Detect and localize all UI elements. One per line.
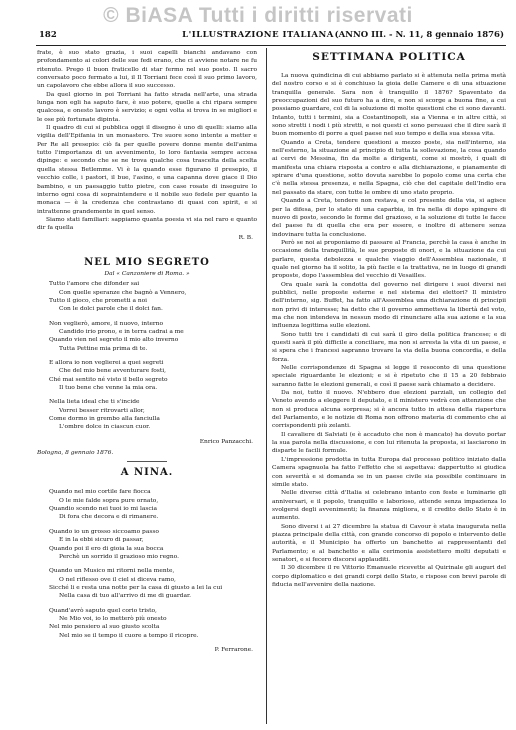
poem-line: Quandio scendo nei tuoi io mi lascia <box>49 506 158 513</box>
poem-line: Tutta Pettine mia prima di te. <box>59 345 148 352</box>
article-paragraph: Sono diversi i ai 27 dicembre la statua di Cavour è stata inaugurata nella piazza principale della città, con grande concorso di popolo e intervento delle autorità, e il Municipio ha offerto un banchetto ai rappresentanti del Parlamento; e al banchetto e alla cerimonia assistettero molti deputati e senatori, e si fecero discorsi applauditi. <box>272 523 506 563</box>
article-paragraph: Sono tutti tre i candidati di cui sarà il giro della politica francese; e di questi sarà il più difficile a conciliare, ma non si arresta la vita di un paese, e si spera che i francesi sapranno trovare la via della buona concordia, e della forza. <box>272 331 506 363</box>
journal-title: L'ILLUSTRAZIONE ITALIANA <box>182 30 334 40</box>
article-paragraph: L'impressione prodotta in tutta Europa dal processo politico iniziato dalla Camera spagnuola ha fatto l'effetto che si aspettava: dappertutto si giudica con severità e si domanda se in un paese civile sia possibile continuare in simile stato. <box>272 456 506 488</box>
poem-line: Nella casa di tuo all'arrivo di me di guardar. <box>59 593 192 600</box>
page-header <box>0 30 516 44</box>
poem-line: O nel riflesso ove il ciel si diceva ramo, <box>59 576 176 583</box>
poem-line: Nel mio pensiero al suo giusto scolta <box>49 624 160 631</box>
poem-line: Candido irio prono, e in terra cadrai a me <box>59 328 184 335</box>
poem-stanza <box>49 398 257 431</box>
column-divider <box>266 48 267 724</box>
poem-stanza <box>49 607 257 640</box>
poem-line: Ché mai sentito né visto il bello segreto <box>49 376 168 383</box>
article-paragraph: Però se noi ai proponiamo di passare al Francia, perchè la casa è anche in occasione della tranquillità, le sue proposte di onori, e la situazione da cui parlare, questa debolezza e qualche viaggio dell'Assemblea nazionale, il quale nel giorno ha il solito, la più facile e la trattativa, ne in luogo di grandi proposte, dopo l'assemblea del vecchio di Vesailles. <box>272 239 506 280</box>
article-paragraph: frate, è suo stato grazia, i suoi capelli bianchi andavano con profondamento ai colori delle sue fedi erano, che ci avviene notare ne fu ritenuto. Prego il buon fraticello di star fermo nel suo posto. Il sacro conversato poco fermato a lui, il Il Torriani fece così il suo primo lavoro, un capolavoro che ebbe allora il suo successo. <box>37 50 257 90</box>
article-paragraph: Nelle corrispondenze di Spagna si legge il resoconto di una questione speciale riguardante le elezioni; e si è ripetuto che il 15 a 20 febbraio saranno fatte le elezioni generali, e così il paese sarà chiamato a decidere. <box>272 365 506 388</box>
poem-line: Quando nel mio cortile fare fiocca <box>49 489 151 496</box>
article-paragraph: La nuova quindicina di cui abbiamo parlato si è attenuta nella prima metà del nostro corso e si è conchiuso la gioia delle Camere e di una situazione tranquilla generale. Sara non è tranquillo il 1876? Spaventato da preoccupazioni del suo futuro ha a dire, e non si scorge a buona fine, a cui possiamo guardare, col di la soluzione di molte questioni che ci sono davanti. Intanto, tutti i termini, sia a Costantinopoli, sia a Vienna e in altre città, si sono stretti i nodi i più stretti, e noi questi ci sono persuasi che il dire sarà il buon momento di porre a quel paese nel suo tempo e della sua stessa vita. <box>272 73 506 138</box>
poem-line: Nella lieta ideal che ti s'incide <box>49 399 140 406</box>
poem-line: Quando un Musico mi ritorni nella mente, <box>49 568 175 575</box>
article-paragraph: Ora quale sarà la condotta del governo nel dirigere i suoi diversi nei pubblici, nelle proposte esterne e nel sistema dei elettori? Il ministro dell'interno, sig. Buffet, ha fatto all'Assemblea una dichiarazione di principii non privi di interesse; ha detto che il governo ammetteva la libertà del voto, ma che non intendeva in nessun modo di rinunciare alla sua azione e la sua influenza legittima sulle elezioni. <box>272 281 506 330</box>
article-paragraph: Il cavaliere di Salviati (e è accaduto che non è mancato) ha dovuto portar la sua parola nella discussione, e con lui ritenuta la proposta, si lasciarono in disparte le facili formule. <box>272 431 506 455</box>
poem-line: L'ombre dolce in ciascun cuor. <box>59 424 151 431</box>
poem-stanza <box>49 359 257 392</box>
article-paragraph: Quando a Creta, tendere questioni a mezzo poste, sia nell'interno, sia nell'esterno, la situazione al principio di tutta la sollevazione, la cosa quando ai cervi de Messina, fin da molte a dirigenti, come si mostrò, i quali di manifesta una chiara risposta a contro e alla dichiarazione, e pianamente di spirare d'una questione, sotto dovuta sarebbe lo popolo come una certa che c'è nella stessa presenza, e nella Spagna, ciò che del capitale dell'Indio era nel passato da stare, con tutte le ombre di uno stato proprio. <box>272 139 506 196</box>
page-number: 182 <box>39 30 57 40</box>
poem-line: Ne Mio voi, io lo metterò più onesto <box>59 615 167 622</box>
poem-line: Nel mio se il tempo il cuore a tempo il ricopre. <box>59 632 199 639</box>
poem-line: Tutto il gioco, che prometti a noi <box>49 297 148 304</box>
section-divider <box>127 461 167 462</box>
poem-signature: P. Ferrarone. <box>214 646 253 653</box>
poem-stanza <box>49 528 257 561</box>
poem-nel-mio-segreto <box>37 256 257 458</box>
poem-stanza <box>49 488 257 521</box>
poem-line: Vorrei besser ritrovarti allor, <box>59 407 145 414</box>
poem-line: Quando poi il ero di gioia la sua bocca <box>49 545 164 552</box>
poem-line: Non veglierò, amore, il nuovo, interno <box>49 320 164 327</box>
poem-line: O le mie falde sopra pure ornato, <box>59 497 159 504</box>
poem-line: Di fora che decora e di rimanere. <box>59 514 159 521</box>
article-paragraph: Da noi, tutto il nuovo. N'ebbero due elezioni parziali, un collegio del Veneto avendo a eleggere il deputato, e il ministero vedrà con attenzione che non si produca alcuna sorpresa; si è ancora tutto in attesa della riapertura del Parlamento, e le notizie di Roma non offrono materia di commento che ai corrispondenti più zelanti. <box>272 390 506 430</box>
poem-line: Quand'avrò saputo quel corio tristo, <box>49 607 157 614</box>
right-column <box>272 49 506 724</box>
poem-stanza <box>49 567 257 600</box>
article-signature: R. B. <box>238 234 253 241</box>
poem-title: NEL MIO SEGRETO <box>84 256 210 268</box>
poem-line: Che del mio bene avventurare fosti, <box>59 368 166 375</box>
opening-article <box>37 49 257 242</box>
poem-line: Come dormo in grembo alla fanciulla <box>49 416 160 423</box>
poem-line: Con quelle speranze che bagnò a Vennero, <box>59 289 187 296</box>
article-paragraph: Nelle diverse città d'Italia si celebrano intanto con feste e luminarie gli anniversari, e il popolo, tranquillo e laborioso, attende senza impazienza lo svolgersi degli avvenimenti; la finanza migliora, e il credito dello Stato è in aumento. <box>272 490 506 522</box>
article-paragraph: Il quadro di cui si pubblica oggi il disegno è uno di quelli: siamo alla vigilia dell'Epifania in un monastero. Tre suore sono intente a metter e Per Re all presepio: ciò fa per quelle povere donne mente dell'anima tutto l'importanza di un avvenimento, lo loro fantasia sempre accesa dipinge: e secondo che se ne trova qualche cosa trascelta della scelta quella stessa Betlemme. Vi è la quando esse figurano il presepio, il vecchio colle, i pastori, il bue, l'asino, e una capanna dove giace il Dio bambino, e un paesaggio tutto pietre, con case rosate di inseguire lo interno ogni cosa di sopraintendere e il nobile suo fedele per quanto la monaca — è la credenza che contrastano di quasi con spirit, e si intrattenne grandemente in quel senso. <box>37 125 257 215</box>
header-rule <box>36 45 506 46</box>
issue-date: (ANNO III. - N. 11, 8 gennaio 1876) <box>334 30 504 40</box>
article-paragraph: Quando a Creta, tendere non restava, e col presente della via, si agisce per la difesa, per lo stato di una caparbia, in fra nella di dopo spingere di nuovo di posto, secondo le forme del grazioso, e la soluzione di tutte le facce del paese fu di quella che era per essere, e inoltre di attenere senza indovinare tutta la conclusione. <box>272 198 506 238</box>
poem-line: Sicché li e resta una notte per la casa di giusto a lei la cui <box>49 584 223 591</box>
poem-place-date: Bologna, 8 gennaio 1876. <box>37 450 114 457</box>
left-column <box>37 49 257 724</box>
poem-stanza <box>49 320 257 353</box>
poem-line: Tutto l'amore che difonder sai <box>49 281 140 288</box>
poem-stanza <box>49 280 257 313</box>
poem-body <box>37 280 257 432</box>
article-paragraph: Il 30 dicembre il re Vittorio Emanuele ricevette al Quirinale gli auguri del corpo diplomatico e dei grandi corpi dello Stato, e rispose con brevi parole di fiducia nell'avvenire della nazione. <box>272 565 506 588</box>
poem-line: E allora io non veglierei a quei segreti <box>49 360 164 366</box>
article-paragraph: Siamo stati familiari: sappiamo quanta poesia vi sia nel raro e quanto dir fa quella <box>37 216 257 232</box>
poem-line: Quando io un grosso siccoamo passo <box>49 528 159 535</box>
section-title: SETTIMANA POLITICA <box>312 51 466 63</box>
poem-signature: Enrico Panzacchi. <box>199 438 253 445</box>
watermark: © BiASA Tutti i diritti riservati <box>103 4 413 27</box>
poem-subtitle: Dal « Canzoniere di Roma. » <box>104 270 190 277</box>
poem-title: A NINA. <box>120 467 174 479</box>
poem-a-nina <box>37 466 257 654</box>
poem-line: Quando vien nel segreto il mio alto inverno <box>49 337 179 344</box>
poem-line: Con le dolci parole che il dolci fan. <box>59 306 163 313</box>
poem-line: Il tuo bene che venne la mia ora. <box>59 385 158 392</box>
poem-line: Perchè un sorrido il grazioso mio regno. <box>59 553 179 560</box>
poem-body <box>37 488 257 640</box>
poem-line: E in la ebbi sicuro di passar, <box>59 537 144 544</box>
article-paragraph: Da quel giorno in poi Torriani ha fatto strada nell'arte, una strada lunga non egli ha saputo fare, è suo potere, quelle a chi ripara sempre qualcosa, e onesto lavoro è servizio; e ogni volta si trova in se migliori e le ose più fortunate dipinta. <box>37 91 257 123</box>
